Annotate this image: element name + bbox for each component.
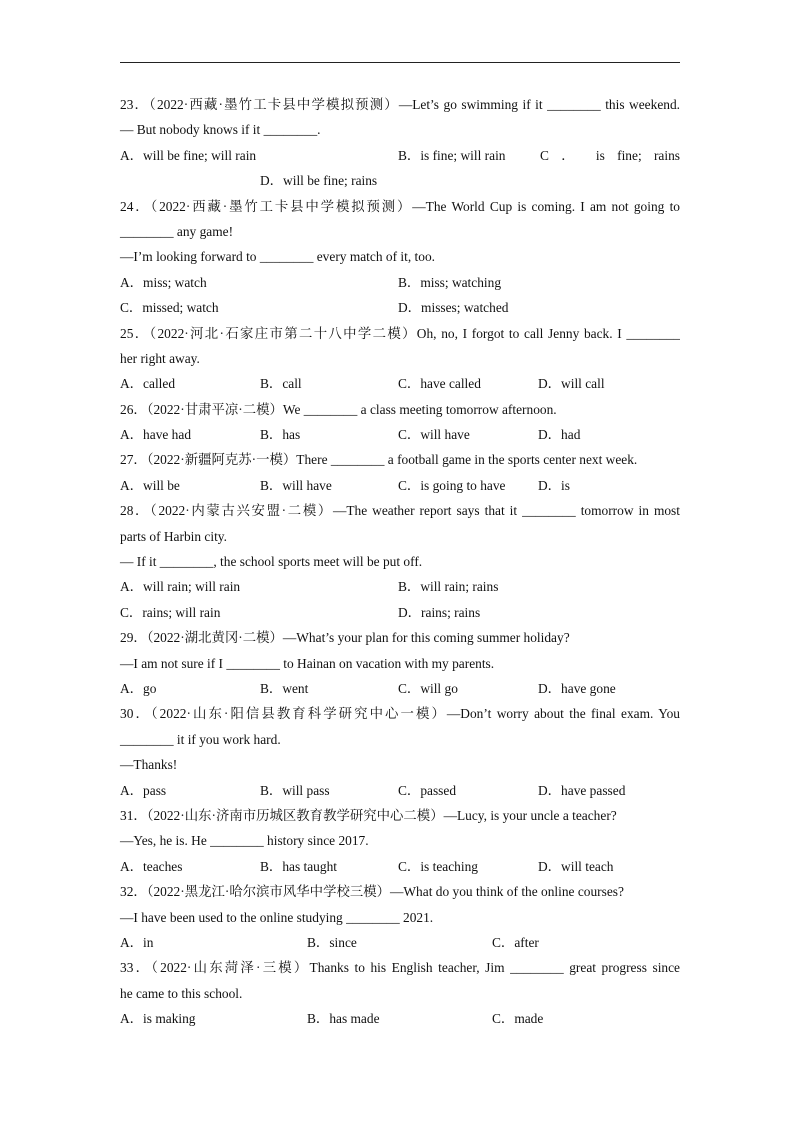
question-stem: 28．（2022·内蒙古兴安盟·二模）—The weather report says that it ________ tomorrow in most (120, 503, 680, 519)
question-stem: 31．（2022·山东·济南市历城区教育教学研究中心二模）—Lucy, is your uncle a teacher? (120, 807, 617, 823)
options-row (120, 422, 680, 447)
option-a: A．will be fine; will rain (120, 147, 257, 163)
header-rule (120, 62, 680, 63)
question-stem: —Yes, he is. He ________ history since 2017. (120, 833, 369, 849)
question-stem: 32．（2022·黑龙江·哈尔滨市风华中学校三模）—What do you think of the online courses? (120, 884, 624, 900)
question-28 (120, 498, 680, 625)
question-stem: 30．（2022·山东·阳信县教育科学研究中心一模）—Don’t worry about the final exam. You (120, 706, 680, 722)
question-list (120, 92, 680, 1031)
option-d: D．have passed (538, 782, 626, 798)
option-b: B．will rain; rains (398, 579, 499, 595)
option-a: A．have had (120, 427, 192, 443)
question-stem: parts of Harbin city. (120, 528, 227, 544)
option-d: D．will be fine; rains (260, 173, 378, 189)
question-stem: —I’m looking forward to ________ every match of it, too. (120, 249, 435, 265)
question-31 (120, 803, 680, 879)
option-b: B．will pass (260, 782, 330, 798)
question-stem: 26．（2022·甘肃平凉·二模）We ________ a class meeting tomorrow afternoon. (120, 401, 557, 417)
option-b: B．went (260, 680, 309, 696)
option-b: B．will have (260, 477, 332, 493)
option-c: C．missed; watch (120, 300, 219, 316)
question-25 (120, 321, 680, 397)
options-row (120, 473, 680, 498)
question-stem: ________ any game! (120, 223, 234, 239)
option-a: A．called (120, 376, 176, 392)
question-stem: —Thanks! (120, 757, 178, 773)
options-row (120, 574, 680, 599)
option-b: B．call (260, 376, 302, 392)
option-a: A．pass (120, 782, 167, 798)
option-b: B．has (260, 427, 301, 443)
question-stem: —I have been used to the online studying ________ 2021. (120, 909, 434, 925)
option-d: D．will call (538, 376, 605, 392)
option-c: C．have called (398, 376, 481, 392)
options-row (120, 854, 680, 879)
option-c: C．made (492, 1011, 544, 1027)
question-stem: 25．（2022·河北·石家庄市第二十八中学二模）Oh, no, I forgot to call Jenny back. I ________ (120, 325, 680, 341)
option-c: C．will go (398, 680, 458, 696)
question-24 (120, 194, 680, 321)
option-a: A．will rain; will rain (120, 579, 241, 595)
question-stem: he came to this school. (120, 985, 243, 1001)
options-row (120, 600, 680, 625)
question-stem: ________ it if you work hard. (120, 731, 281, 747)
option-c: C．is teaching (398, 858, 478, 874)
option-c: C ． is fine; rains (540, 147, 680, 163)
option-c: C．rains; will rain (120, 604, 221, 620)
option-b: B．is fine; will rain (398, 147, 506, 163)
question-26 (120, 397, 680, 448)
option-a: A．will be (120, 477, 180, 493)
option-c: C．is going to have (398, 477, 506, 493)
option-d: D．have gone (538, 680, 616, 696)
question-stem: — If it ________, the school sports meet will be put off. (120, 554, 423, 570)
option-a: A．go (120, 680, 157, 696)
question-stem: 23．（2022·西藏·墨竹工卡县中学模拟预测）—Let’s go swimming if it ________ this weekend. (120, 97, 680, 112)
question-stem: —I am not sure if I ________ to Hainan on vacation with my parents. (120, 655, 495, 671)
options-row (120, 676, 680, 701)
question-32 (120, 879, 680, 955)
question-23 (120, 92, 680, 194)
option-c: C．passed (398, 782, 457, 798)
option-c: C．will have (398, 427, 470, 443)
option-d: D．misses; watched (398, 300, 509, 316)
question-stem: 33．（2022·山东菏泽·三模）Thanks to his English teacher, Jim ________ great progress since (120, 960, 680, 976)
options-row (120, 930, 680, 955)
option-d: D．rains; rains (398, 604, 481, 620)
option-b: B．since (307, 934, 357, 950)
options-row (120, 371, 680, 396)
question-stem: — But nobody knows if it ________. (120, 122, 321, 138)
option-b: B．has taught (260, 858, 337, 874)
option-a: A．miss; watch (120, 274, 207, 290)
options-row (120, 778, 680, 803)
option-b: B．has made (307, 1011, 380, 1027)
question-stem: 29．（2022·湖北黄冈·二模）—What’s your plan for this coming summer holiday? (120, 630, 570, 646)
question-stem: her right away. (120, 350, 200, 366)
options-row (120, 143, 680, 168)
question-stem: 24．（2022·西藏·墨竹工卡县中学模拟预测）—The World Cup is coming. I am not going to (120, 198, 680, 214)
option-c: C．after (492, 934, 539, 950)
question-30 (120, 701, 680, 803)
question-stem: 27．（2022·新疆阿克苏·一模）There ________ a football game in the sports center next week. (120, 452, 638, 468)
options-row (120, 295, 680, 320)
question-29 (120, 625, 680, 701)
option-a: A．teaches (120, 858, 183, 874)
question-27 (120, 447, 680, 498)
option-d: D．had (538, 427, 581, 443)
option-a: A．in (120, 934, 154, 950)
option-b: B．miss; watching (398, 274, 502, 290)
options-row (120, 168, 680, 193)
options-row (120, 270, 680, 295)
options-row (120, 1006, 680, 1031)
option-a: A．is making (120, 1011, 196, 1027)
option-d: D．is (538, 477, 570, 493)
question-33 (120, 955, 680, 1031)
option-d: D．will teach (538, 858, 614, 874)
